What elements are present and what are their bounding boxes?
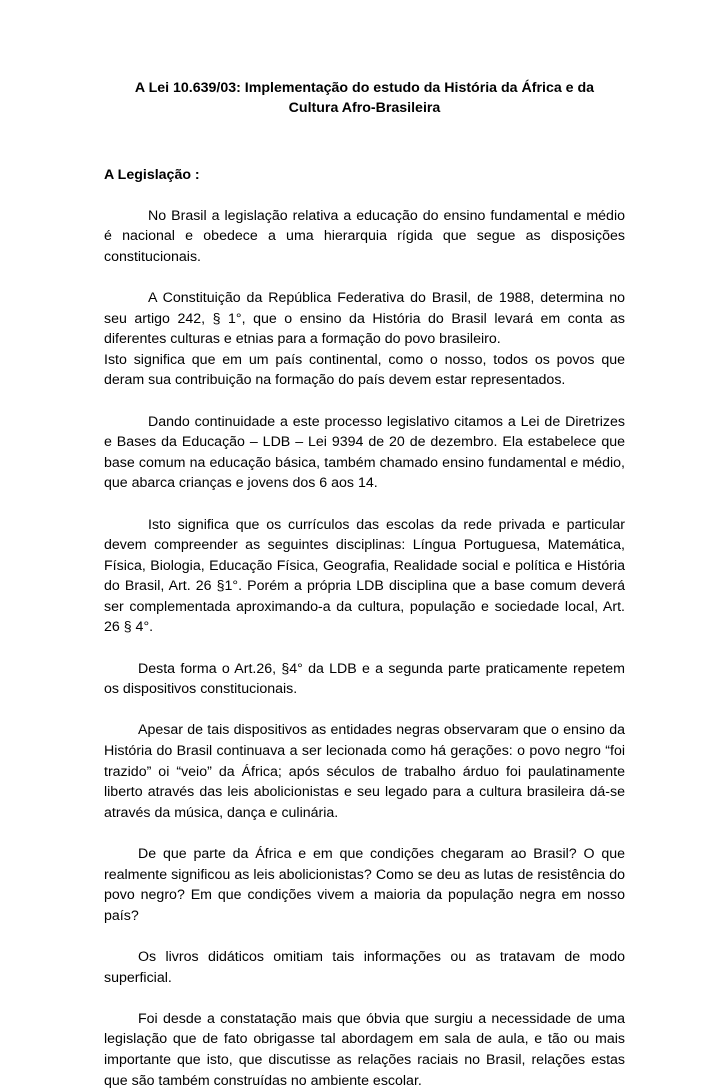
paragraph-1: No Brasil a legislação relativa a educação do ensino fundamental e médio é nacional e obedece a uma hierarquia rígida que segue as disposições constitucionais. [104,207,625,265]
paragraph-3: Isto significa que em um país continental, como o nosso, todos os povos que deram sua contribuição na formação do país devem estar representados. [104,351,625,389]
document-page [104,78,625,1091]
document-title-line-1: A Lei 10.639/03: Implementação do estudo da História da África e da [134,80,595,96]
paragraph-6: Desta forma o Art.26, §4° da LDB e a segunda parte praticamente repetem os dispositivos constitucionais. [104,660,625,698]
paragraph-4: Dando continuidade a este processo legislativo citamos a Lei de Diretrizes e Bases da Educação – LDB – Lei 9394 de 20 de dezembro. Ela estabelece que base comum na educação básica, também chamado ensino fundamental e médio, que abarca crianças e jovens dos 6 aos 14. [104,413,625,492]
paragraph-5: Isto significa que os currículos das escolas da rede privada e particular devem compreender as seguintes disciplinas: Língua Portuguesa, Matemática, Física, Biologia, Educação Física, Geografia, Realidade social e política e História do Brasil, Art. 26 §1°. Porém a própria LDB disciplina que a base comum deverá ser complementada aproximando-a da cultura, população e sociedade local, Art. 26 § 4°. [104,516,625,636]
paragraph-9: Os livros didáticos omitiam tais informações ou as tratavam de modo superficial. [104,948,625,986]
document-title-line-2: Cultura Afro-Brasileira [288,100,441,116]
paragraph-2: A Constituição da República Federativa do Brasil, de 1988, determina no seu artigo 242, § 1°, que o ensino da História do Brasil levará em conta as diferentes culturas e etnias para a formação do povo brasileiro. [104,289,625,348]
paragraph-8: De que parte da África e em que condições chegaram ao Brasil? O que realmente significou as leis abolicionistas? Como se deu as lutas de resistência do povo negro? Em que condições vivem a maioria da população negra em nosso país? [104,846,625,924]
section-heading: A Legislação : [104,167,200,183]
paragraph-7: Apesar de tais dispositivos as entidades negras observaram que o ensino da História do Brasil continuava a ser lecionada como há gerações: o povo negro “foi trazido” oi “veio” da África; após séculos de trabalho árduo foi paulatinamente liberto através das leis abolicionistas e seu legado para a cultura brasileira dá-se através da música, dança e culinária. [104,722,625,821]
document-title [104,78,625,118]
paragraph-10: Foi desde a constatação mais que óbvia que surgiu a necessidade de uma legislação que de fato obrigasse tal abordagem em sala de aula, e tão ou mais importante que isto, que discutisse as relações raciais no Brasil, relações estas que são também construídas no ambiente escolar. [104,1010,625,1089]
